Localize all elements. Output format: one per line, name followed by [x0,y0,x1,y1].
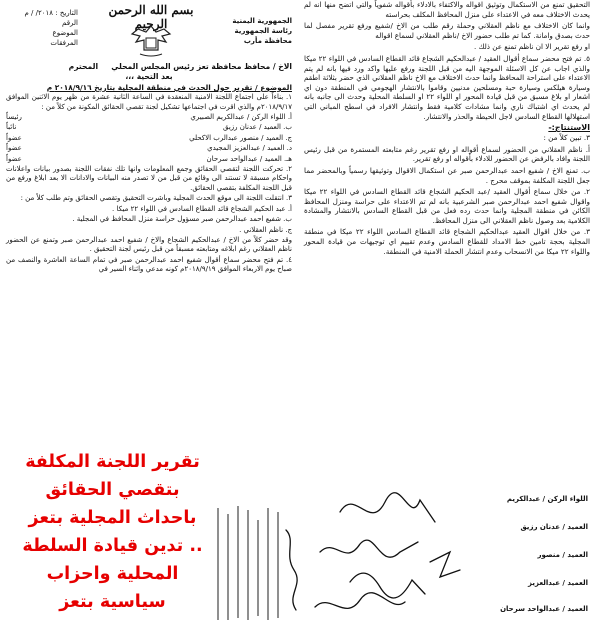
basmala: بسم الله الرحمن الرحيم [108,3,194,31]
point-4: وقد حضر كلاً من الاخ / عبدالحكيم الشجاع والاخ / شفيع احمد عبدالرحمن صبر وتمنع عن الحضور ناظم العقلاني رغم ابلاغه ومتابعته مسبقاً من قبل رئيس لجنة التحقيق . [6,235,292,254]
signature-name: العميد / منصور [537,551,588,559]
paragraph: وانما كان الاختلاف مع ناظم العقلاني وحملة رقم طلب من الاخ /شفيع ورفع تقرير مفصل لما حدث بصدق وامانة. كما تم طلب حضور الاخ /ناظم العقلاني لسماع اقواله [304,21,590,40]
member-row [0,113,300,122]
ref-label: الرقم [62,19,78,27]
point-2: ٢. تحركت اللجنة لتقصي الحقائق وجمع المعلومات وانها تلك نفقات اللجنة بصدور بيانات واعلانات واحكام مسبقة لا تستند الى وقائع من قبل من لا تصدر منه البيانات والادانات الا بعد ابلاغ ورفع من قبل اللجنة المكلفة بتقصي الحقائق. [6,165,292,192]
signature-name: العميد / عدنان رزيق [520,523,588,531]
letterhead-meta: التاريخ : ٢٠١٨/ / م الرقم الموضوع المرفقات [8,8,78,48]
member-role: عضواً [6,144,22,153]
subject-line: الموضوع / تقرير حول الحدث في منطقة المجلية بتاريخ ٢٠١٨/٩/١٦ م [46,82,292,92]
paragraph: او رفع تقرير الا ان ناظم تمنع عن ذلك . [473,42,590,52]
report-page-1 [0,0,300,448]
conclusion-item: ب. تمنع الاخ / شفيع احمد عبدالرحمن صبر عن استكمال الاقوال وتوثيقها رسمياً وبالمحضر مما جعل اللجنة المكلفة بموقف محرج . [304,165,590,185]
called-person: ج. ناظم العقلاني . [239,225,292,234]
signatures-area [300,482,596,626]
presidency-name: رئاسة الجمهورية [234,27,292,35]
date-label: التاريخ [59,9,78,17]
office-name: محافظة مأرب [243,37,292,45]
subject-label: الموضوع [52,29,78,37]
called-person: أ. عبد الحكيم الشجاع قائد القطاع السادس في اللواء ٢٢ ميكا . [112,204,292,213]
addressee-line [0,62,300,71]
signature-name: العميد / عبدالواحد سرحان [500,605,588,613]
member-row [0,123,300,132]
point-3: ٣. انتقلت اللجنة الى موقع الحدث المجلية وباشرت التحقيق وتقصي الحقائق وتم طلب كلاً من : [20,194,292,203]
date-value: ٢٠١٨/ / م [24,9,54,17]
member-role: عضواً [6,133,22,142]
conclusions-heading: الاستنتاج:- [548,123,590,133]
signature-name: اللواء الركن / عبدالكريم [506,495,588,503]
signature-name: العميد / عبدالعزيز [527,579,588,587]
member-name: هـ. العميد / عبدالواحد سرحان [206,154,292,163]
member-name: ج. العميد / منصور عبدالرب الاكحلي [189,133,292,142]
letterhead [0,0,300,62]
conclusion-item: أ. ناظم العقلاني من الحضور لسماع أقواله او رفع تقرير رغم متابعته المستمرة من قبل رئيس اللجنة وافاد بالرفض عن الحضور للادلاء بأقواله او رفع تقرير. [304,144,590,164]
member-row [0,134,300,143]
member-role: رئيساً [6,113,22,122]
member-row [0,144,300,153]
member-name: أ. اللواء الركن / عبدالكريم الصبيري [190,113,292,122]
paragraph: التحقيق تمنع من الاستكمال وتوثيق اقواله والاكتفاء بالادلاء بأقواله شفوياً والتي اتضح منها انه لم يحدث الاختلاف معه في الاعتداء على منزل المحافظ المكلف بحراسته [304,0,590,19]
conclusion-item: ٣. من خلال اقوال العقيد عبدالحكيم الشجاع قائد القطاع السادس اللواء ٢٢ ميكا في منطقة المجلية بحجة تامين خط الامداد للقطاع السادس وعدم تقييم اي توجيهات من قيادة المحور واللواء ٢٢ ميكا من الانسحاب وعدم انتشار الحملة الامنية في المنطقة. [304,227,590,256]
point-1: ١. بناءاً على اجتماع اللجنة الامنية المنعقدة في الساعة الثانية عشرة من ظهر يوم الاثنين الموافق ٢٠١٨/٩/١٧م والذي اقرت في اجتماعها تشكيل لجنة تقصي الحقائق المكونة من كلاً من : [6,93,292,111]
report-page-2 [300,0,596,482]
member-role: عضواً [6,154,22,163]
member-name: ب. العميد / عدنان رزيق [223,123,292,132]
member-role: نائباً [6,123,17,132]
member-row [0,155,300,164]
attachments-label: المرفقات [50,39,78,47]
greeting: بعد التحية ،،، [125,72,173,82]
point-5: ٤. تم فتح محضر سماع أقوال شفيع احمد عبدالرحمن صبر في تمام الساعة العاشرة والنصف من صباح يوم الاربعاء الموافق ٢٠١٨/٩/١٩م كونه مدعي واثناء السير في [6,255,292,274]
called-person: ب. شفيع احمد عبدالرحمن صبر مسؤول حراسة منزل المحافظ في المجلية . [72,215,292,224]
rotated-document-fragment [206,500,302,626]
country-name: الجمهورية اليمنية [232,17,292,25]
addressee: الاخ / محافظ محافظة تعز رئيس المجلس المحلي [111,62,292,71]
rotated-text-lines-icon [206,500,302,626]
conclusions-intro: ٣. تبين كلاً من : [543,133,590,143]
eagle-emblem-icon [122,20,180,60]
letterhead-authority [232,16,292,46]
conclusion-item: ٢. من خلال سماع أقوال العقيد /عبد الحكيم الشجاع قائد القطاع السادس في اللواء ٢٢ ميكا واقوال شفيع احمد عبدالرحمن صبر الشرعبية بانه لم تم الاعتداء على حراسة ومنزل المحافظ الكائن في منطقة المجلية وانما حدث رده فعل من قبل القطاع السادس بالانتشار والمشادة الكلامية بعد وصول ناظم العقلاني الى منزل المحافظ. [304,187,591,225]
handwritten-signatures-icon [300,482,470,626]
member-name: د. العميد / عبدالعزيز المجيدي [207,144,292,153]
point-5: ٥. تم فتح محضر سماع أقوال العقيد / عبدالحكيم الشجاع قائد القطاع السادس في اللواء ٢٢ ميكا والذي اجاب عن كل الاسئلة الموجهة اليه من قبل اللجنة ورفع عليها واكد ورد فيها بانه لم يتم الاعتداء على استراحة المحافظ وانما حدث الاختلاف مع الاخ ناظم العقلاني الذي حضر بثلاثة اطقم وسيارة هيلكس وسيارة حبة ومسلحين مدنيين وقاموا بالانتشار الهجومي في المنطقة دون اي اشعار او بلاغ مسبق من قبل قيادة المحور او اللواء ٢٢ او السلطة المحلية وحدث الى جانبه بانه لم يحدث اي اشتباك ناري وانما مشادات كلامية فقط وانتشار الافراد في اسطح المباني التي استهلالها القطاع السادس لاجل الحيطة والحذر والانتشار. [304,53,590,121]
news-caption: تقرير اللجنة المكلفة بتقصي الحقائق باحداث المجلية بتعز .. تدين قيادة السلطة المحلية واحزاب سياسية بتعز [22,452,203,612]
respected-label: المحترم [68,62,99,71]
